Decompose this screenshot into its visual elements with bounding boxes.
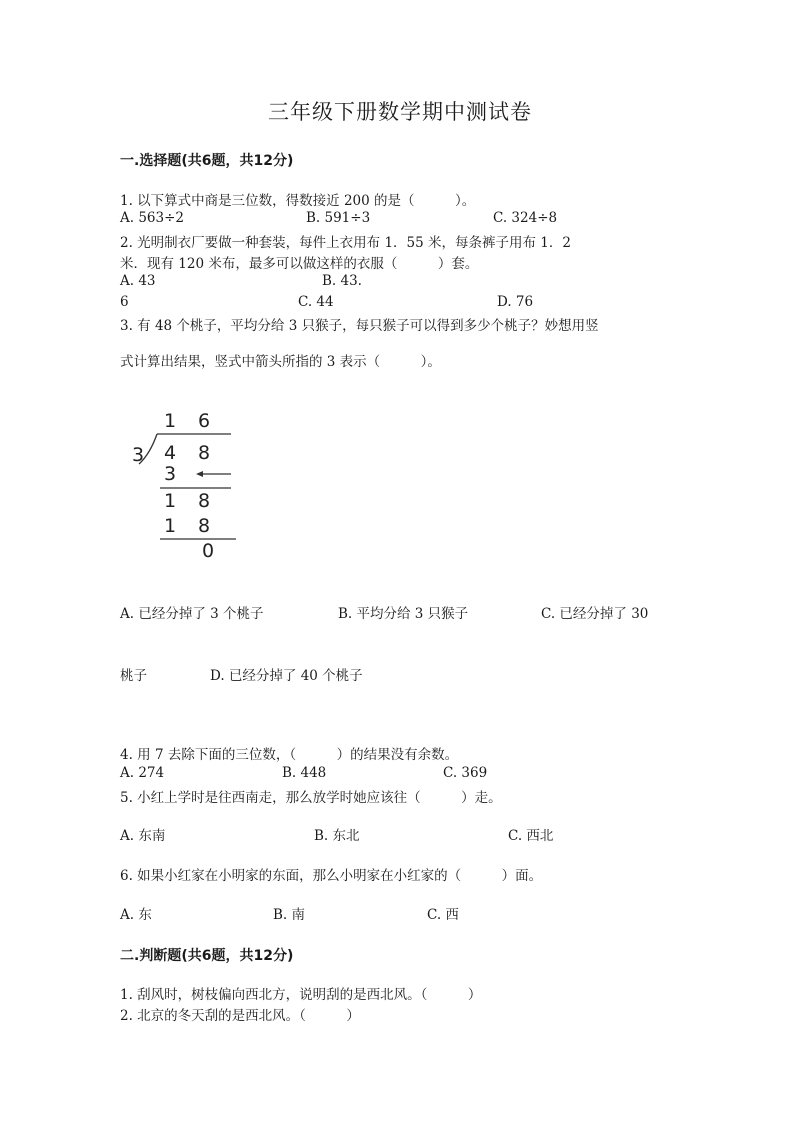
question-6-option-c: C. 西	[427, 907, 459, 923]
step3-digit-ones: 8	[198, 515, 211, 537]
question-2-option-c: C. 44	[298, 294, 334, 310]
question-3-option-c-continued: 桃子	[120, 668, 147, 684]
question-3-option-b: B. 平均分给 3 只猴子	[338, 606, 469, 622]
quotient-digit-tens: 1	[164, 410, 177, 432]
dividend-digit-ones: 8	[198, 442, 211, 464]
question-4-option-b: B. 448	[282, 765, 327, 781]
arrow-head-icon	[196, 471, 203, 477]
question-1-text: 1. 以下算式中商是三位数，得数接近 200 的是（ ）。	[120, 193, 476, 209]
question-6-text: 6. 如果小红家在小明家的东面，那么小明家在小红家的（ ）面。	[120, 868, 543, 884]
question-6-option-a: A. 东	[120, 907, 152, 923]
judge-question-1: 1. 刮风时，树枝偏向西北方，说明刮的是西北风。（ ）	[120, 987, 482, 1003]
question-5-option-b: B. 东北	[314, 828, 360, 844]
remainder: 0	[202, 540, 215, 562]
question-5-text: 5. 小红上学时是往西南走，那么放学时她应该往（ ）走。	[120, 790, 502, 806]
dividend-digit-tens: 4	[164, 442, 177, 464]
question-2-option-b: B. 43.	[322, 273, 362, 289]
question-3-option-a: A. 已经分掉了 3 个桃子	[120, 606, 264, 622]
divisor: 3	[132, 444, 145, 466]
question-4-text: 4. 用 7 去除下面的三位数，（ ）的结果没有余数。	[120, 747, 459, 763]
question-2-option-d: D. 76	[497, 294, 534, 310]
step2-digit-tens: 1	[164, 490, 177, 512]
question-3-line-1: 3. 有 48 个桃子，平均分给 3 只猴子，每只猴子可以得到多少个桃子？妙想用竖	[120, 318, 599, 334]
question-5-option-a: A. 东南	[120, 828, 166, 844]
question-4-option-a: A. 274	[120, 765, 165, 781]
question-6-option-b: B. 南	[273, 907, 306, 923]
question-4-option-c: C. 369	[443, 765, 488, 781]
section-heading-choice: 一.选择题(共6题，共12分)	[120, 153, 294, 169]
question-1-option-b: B. 591÷3	[306, 210, 371, 226]
question-3-line-2: 式计算出结果，竖式中箭头所指的 3 表示（ ）。	[120, 354, 441, 370]
long-division-figure	[118, 400, 258, 570]
question-1-option-c: C. 324÷8	[493, 210, 558, 226]
question-1-option-a: A. 563÷2	[120, 210, 184, 226]
section-heading-judge: 二.判断题(共6题，共12分)	[120, 948, 294, 964]
step2-digit-ones: 8	[198, 490, 211, 512]
question-2-line-2: 米．现有 120 米布，最多可以做这样的衣服（ ）套。	[120, 256, 479, 272]
quotient-digit-ones: 6	[198, 410, 211, 432]
judge-question-2: 2. 北京的冬天刮的是西北风。（ ）	[120, 1008, 360, 1024]
step3-digit-tens: 1	[164, 515, 177, 537]
question-2-option-b-continued: 6	[120, 294, 129, 310]
page-title: 三年级下册数学期中测试卷	[268, 100, 532, 124]
question-3-option-c: C. 已经分掉了 30	[541, 606, 649, 622]
first-subtrahend: 3	[164, 463, 177, 485]
question-2-option-a: A. 43	[120, 273, 156, 289]
question-3-option-d: D. 已经分掉了 40 个桃子	[210, 668, 363, 684]
question-2-line-1: 2. 光明制衣厂要做一种套装，每件上衣用布 1．55 米，每条裤子用布 1．2	[120, 235, 571, 251]
question-5-option-c: C. 西北	[508, 828, 554, 844]
